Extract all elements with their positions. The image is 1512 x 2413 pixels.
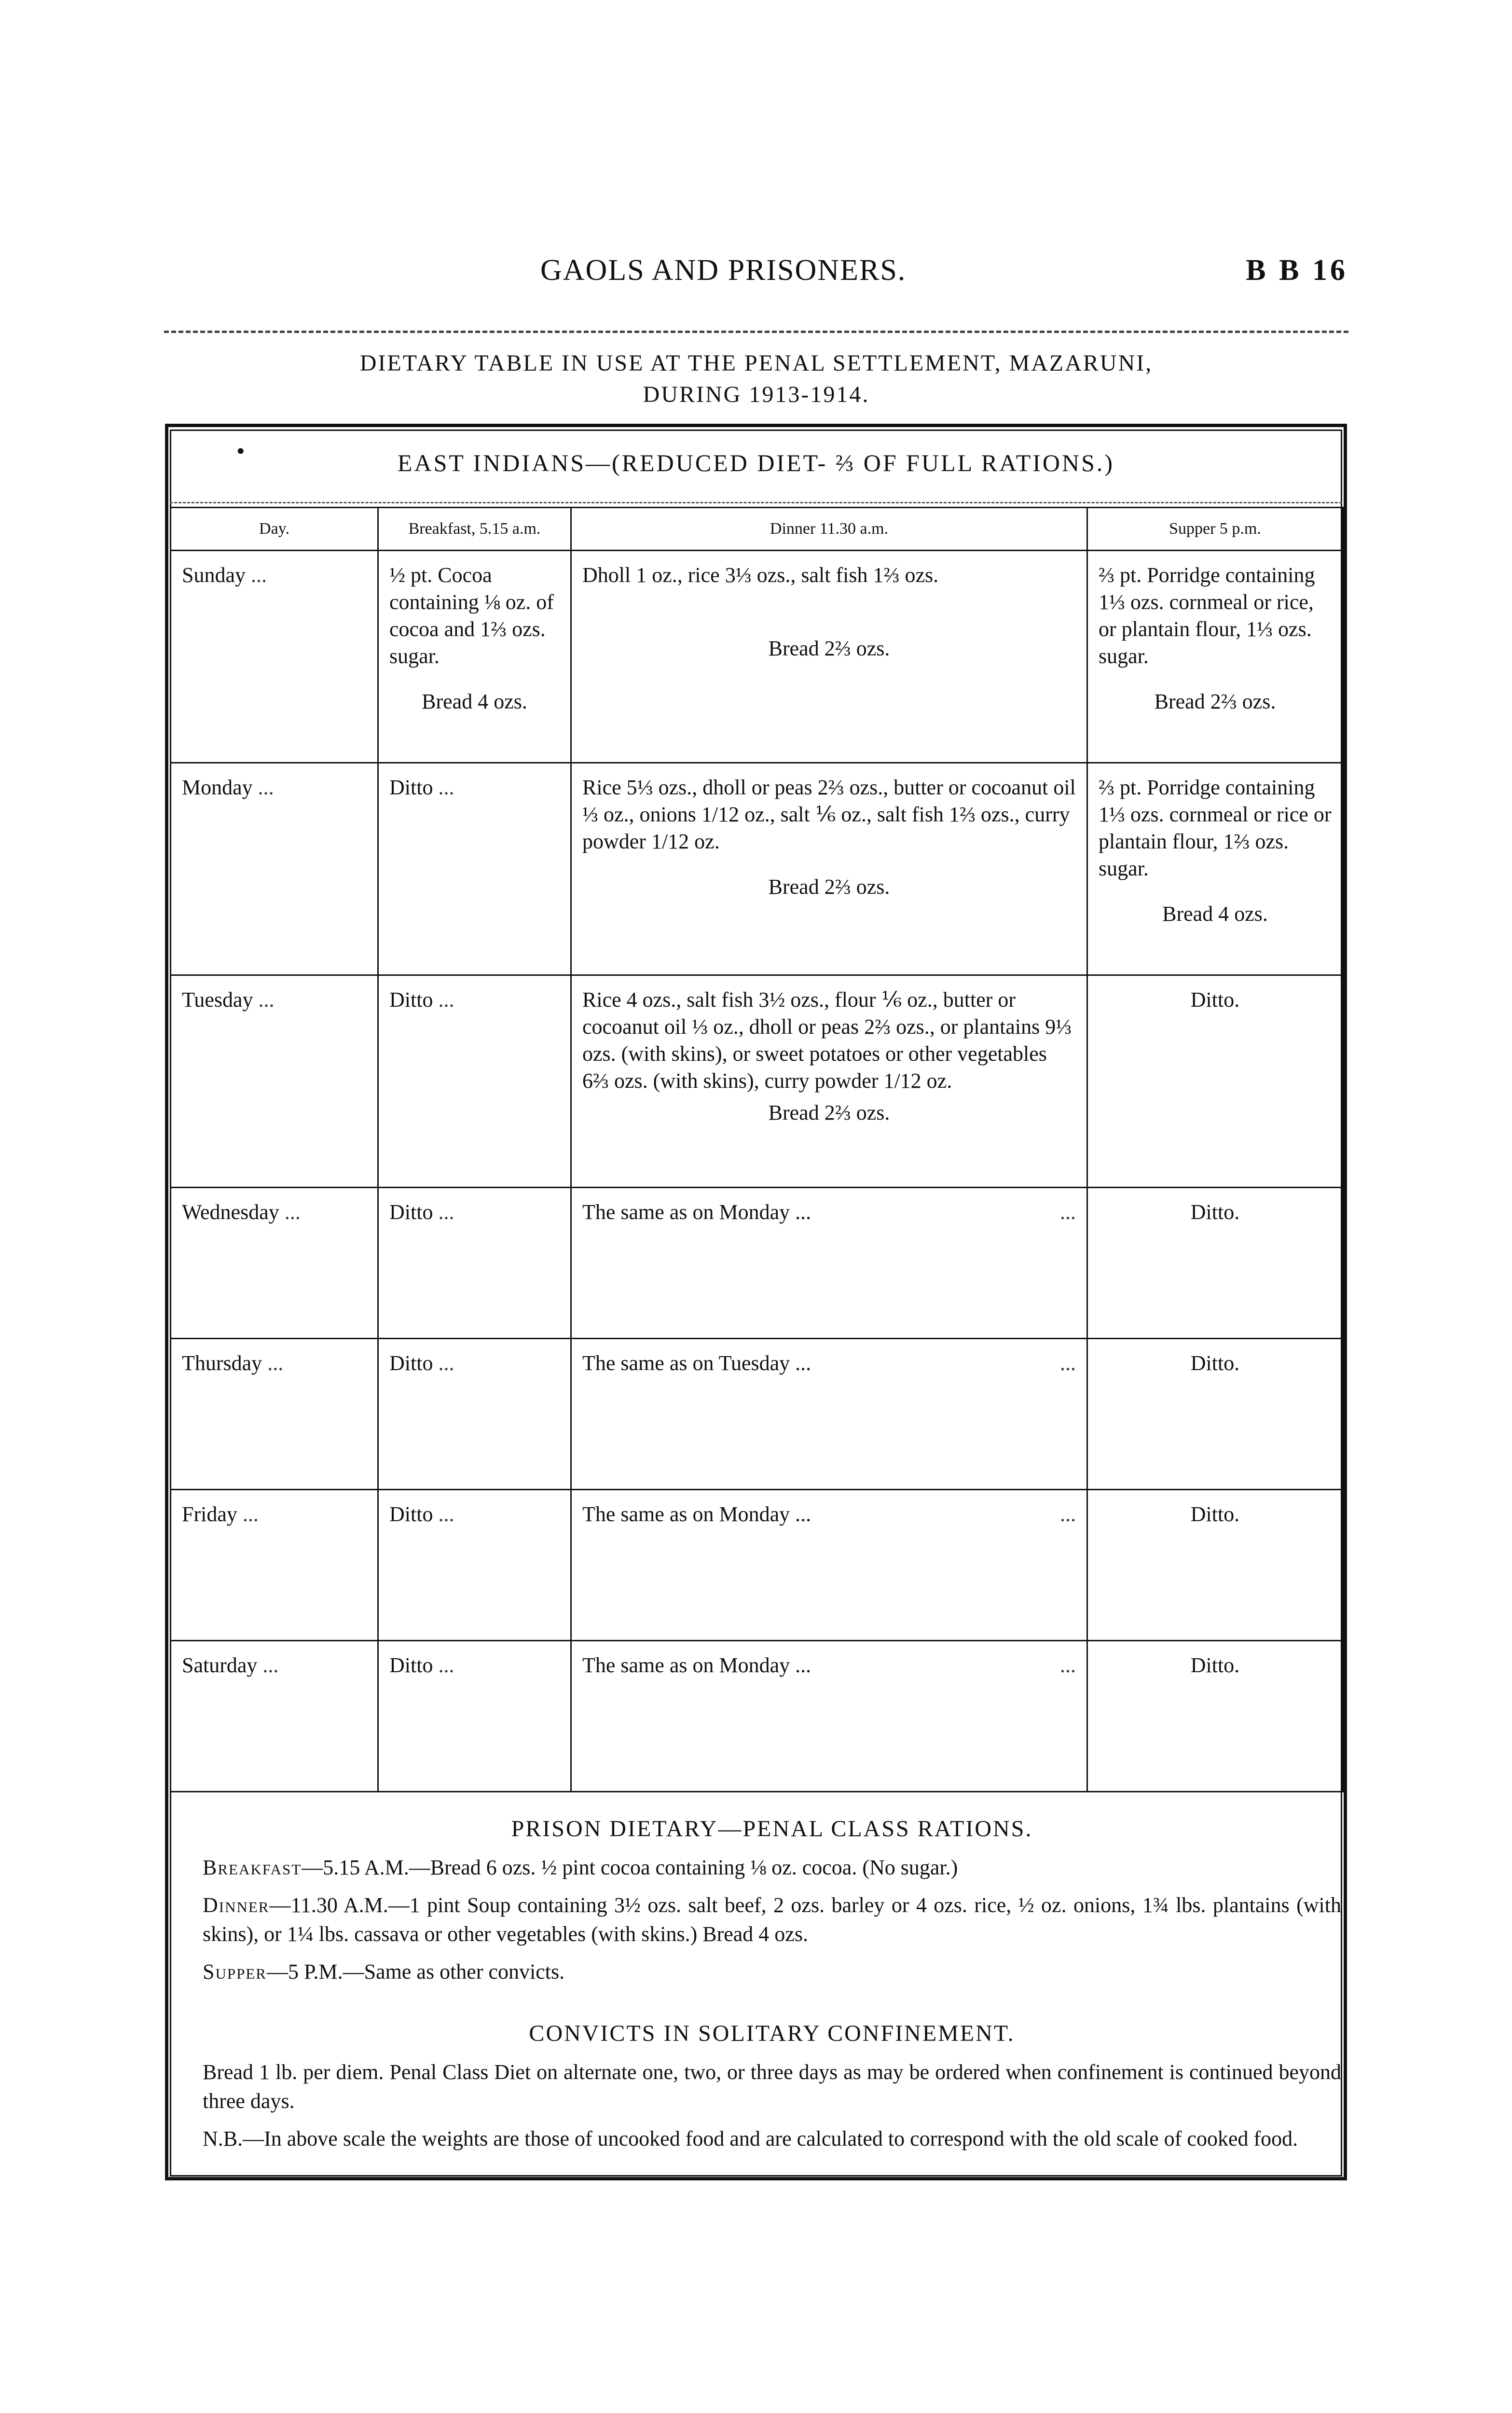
breakfast-text: Ditto (389, 1351, 433, 1375)
breakfast-cell (378, 1641, 571, 1792)
column-header-dinner: Dinner 11.30 a.m. (571, 508, 1087, 551)
page-code: B B 16 (1246, 254, 1348, 287)
dot-leader: ... (1060, 1502, 1076, 1526)
column-header-day: Day. (171, 508, 378, 551)
day-cell (171, 975, 378, 1188)
breakfast-text: Ditto (389, 1502, 433, 1526)
subtitle-rule (170, 502, 1342, 503)
dinner-text: Dholl 1 oz., rice 3⅓ ozs., salt fish 1⅔ ozs. (582, 563, 939, 587)
table-row (171, 1188, 1343, 1339)
supper-text: Ditto. (1190, 1200, 1240, 1224)
table-header-row (171, 508, 1343, 551)
dinner-cell (571, 1339, 1087, 1490)
solitary-heading: CONVICTS IN SOLITARY CONFINEMENT. (529, 2021, 1015, 2046)
breakfast-bread: Bread 4 ozs. (422, 690, 527, 713)
dinner-bread: Bread 2⅔ ozs. (768, 875, 890, 899)
breakfast-cell (378, 975, 571, 1188)
table-subtitle: EAST INDIANS—(REDUCED DIET- ⅔ OF FULL RATIONS.) (397, 449, 1115, 476)
solitary-note: N.B.—In above scale the weights are those of uncooked food and are calculated to correspond with the old scale of cooked food. (203, 2127, 1298, 2150)
supper-cell (1087, 763, 1343, 975)
dot-leader: ... (1060, 1351, 1076, 1375)
dinner-text: The same as on Monday ... (582, 1653, 811, 1677)
penal-supper-label: Supper (203, 1960, 267, 1983)
penal-heading: PRISON DIETARY—PENAL CLASS RATIONS. (511, 1816, 1033, 1842)
breakfast-cell (378, 763, 571, 975)
supper-text: Ditto. (1190, 1653, 1240, 1677)
supper-cell (1087, 1339, 1343, 1490)
penal-dinner (203, 1891, 1341, 1949)
dinner-bread: Bread 2⅔ ozs. (768, 637, 890, 660)
day-name: Wednesday (182, 1200, 279, 1224)
dot-leader: ... (438, 1502, 454, 1526)
column-header-supper: Supper 5 p.m. (1087, 508, 1343, 551)
dinner-cell (571, 1490, 1087, 1641)
supper-cell (1087, 551, 1343, 763)
supper-bread: Bread 4 ozs. (1162, 902, 1268, 926)
supper-text: Ditto. (1190, 988, 1240, 1012)
penal-supper-text: —5 P.M.—Same as other convicts. (266, 1960, 565, 1983)
supper-cell (1087, 1490, 1343, 1641)
dot-leader: ... (438, 1351, 454, 1375)
supper-text: ⅔ pt. Porridge containing 1⅓ ozs. cornmeal or rice, or plantain flour, 1⅓ ozs. sugar. (1099, 563, 1315, 668)
dot-leader: ... (438, 988, 454, 1012)
dinner-cell (571, 551, 1087, 763)
dinner-text: The same as on Monday ... (582, 1200, 811, 1224)
breakfast-text: Ditto (389, 1653, 433, 1677)
dot-leader: ... (267, 1351, 284, 1375)
breakfast-cell (378, 1490, 571, 1641)
breakfast-text: Ditto (389, 776, 433, 799)
running-title: GAOLS AND PRISONERS. (540, 254, 907, 287)
day-name: Thursday (182, 1351, 262, 1375)
dot-leader: ... (284, 1200, 301, 1224)
breakfast-cell (378, 1339, 571, 1490)
dot-leader: ... (438, 1200, 454, 1224)
penal-breakfast (203, 1853, 1341, 1882)
supper-text: Ditto. (1190, 1351, 1240, 1375)
breakfast-text: Ditto (389, 988, 433, 1012)
breakfast-cell (378, 551, 571, 763)
dot-leader: ... (438, 1653, 454, 1677)
supper-text: Ditto. (1190, 1502, 1240, 1526)
dietary-table (170, 507, 1344, 1792)
dinner-text: Rice 5⅓ ozs., dholl or peas 2⅔ ozs., butter or cocoanut oil ⅓ oz., onions 1/12 oz., salt ⅙ oz., salt fish 1⅔ ozs., curry powder 1/12 oz. (582, 776, 1076, 853)
dot-leader: ... (1060, 1200, 1076, 1224)
day-name: Sunday (182, 563, 246, 587)
penal-supper (203, 1957, 1341, 1986)
day-name: Monday (182, 776, 253, 799)
penal-dinner-label: Dinner (203, 1893, 270, 1917)
dinner-cell (571, 975, 1087, 1188)
breakfast-text: ½ pt. Cocoa containing ⅛ oz. of cocoa and 1⅔ ozs. sugar. (389, 563, 554, 668)
day-name: Tuesday (182, 988, 253, 1012)
dinner-text: The same as on Monday ... (582, 1502, 811, 1526)
day-cell (171, 1339, 378, 1490)
day-cell (171, 763, 378, 975)
table-row (171, 1339, 1343, 1490)
dot-leader: ... (242, 1502, 259, 1526)
dinner-cell (571, 1641, 1087, 1792)
table-row (171, 551, 1343, 763)
dinner-bread: Bread 2⅔ ozs. (768, 1101, 890, 1124)
dinner-cell (571, 763, 1087, 975)
dinner-text: The same as on Tuesday ... (582, 1351, 811, 1375)
table-row (171, 1490, 1343, 1641)
supper-cell (1087, 975, 1343, 1188)
breakfast-text: Ditto (389, 1200, 433, 1224)
header-rule (164, 331, 1348, 333)
dot-leader: ... (251, 563, 267, 587)
day-name: Saturday (182, 1653, 258, 1677)
day-cell (171, 1490, 378, 1641)
dot-leader: ... (262, 1653, 279, 1677)
penal-breakfast-label: Breakfast (203, 1856, 302, 1879)
dot-leader: ... (258, 776, 274, 799)
section-gap (203, 1995, 1341, 2019)
day-name: Friday (182, 1502, 237, 1526)
breakfast-cell (378, 1188, 571, 1339)
table-title (164, 347, 1348, 410)
day-cell (171, 1641, 378, 1792)
table-row (171, 763, 1343, 975)
day-cell (171, 1188, 378, 1339)
table-title-line-1: DIETARY TABLE IN USE AT THE PENAL SETTLEMENT, MAZARUNI, (359, 350, 1153, 376)
penal-breakfast-text: —5.15 A.M.—Bread 6 ozs. ½ pint cocoa containing ⅛ oz. cocoa. (No sugar.) (302, 1856, 958, 1879)
day-cell (171, 551, 378, 763)
supper-text: ⅔ pt. Porridge containing 1⅓ ozs. cornmeal or rice or plantain flour, 1⅔ ozs. sugar. (1099, 776, 1332, 880)
footer-notes (203, 1815, 1341, 2162)
dot-leader: ... (438, 776, 454, 799)
dinner-cell (571, 1188, 1087, 1339)
solitary-text: Bread 1 lb. per diem. Penal Class Diet on alternate one, two, or three days as may be ordered when confinement is continued beyond three days. (203, 2060, 1341, 2113)
supper-bread: Bread 2⅔ ozs. (1154, 690, 1276, 713)
penal-dinner-text: —11.30 A.M.—1 pint Soup containing 3½ ozs. salt beef, 2 ozs. barley or 4 ozs. rice, ½ oz. onions, 1¾ lbs. plantains (with skins), or 1¼ lbs. cassava or other vegetables (with skins.) Bread 4 ozs. (203, 1893, 1341, 1946)
bullet-mark: • (236, 437, 245, 464)
dinner-text: Rice 4 ozs., salt fish 3½ ozs., flour ⅙ oz., butter or cocoanut oil ⅓ oz., dholl or peas 2⅔ ozs., or plantains 9⅓ ozs. (with skins), or sweet potatoes or other vegetables 6⅔ ozs. (with skins), curry powder 1/12 oz. (582, 988, 1072, 1093)
table-title-line-2: DURING 1913-1914. (643, 382, 870, 407)
dot-leader: ... (1060, 1653, 1076, 1677)
table-row (171, 1641, 1343, 1792)
table-row (171, 975, 1343, 1188)
supper-cell (1087, 1641, 1343, 1792)
page-header (0, 253, 1512, 292)
dot-leader: ... (258, 988, 275, 1012)
supper-cell (1087, 1188, 1343, 1339)
column-header-breakfast: Breakfast, 5.15 a.m. (378, 508, 571, 551)
